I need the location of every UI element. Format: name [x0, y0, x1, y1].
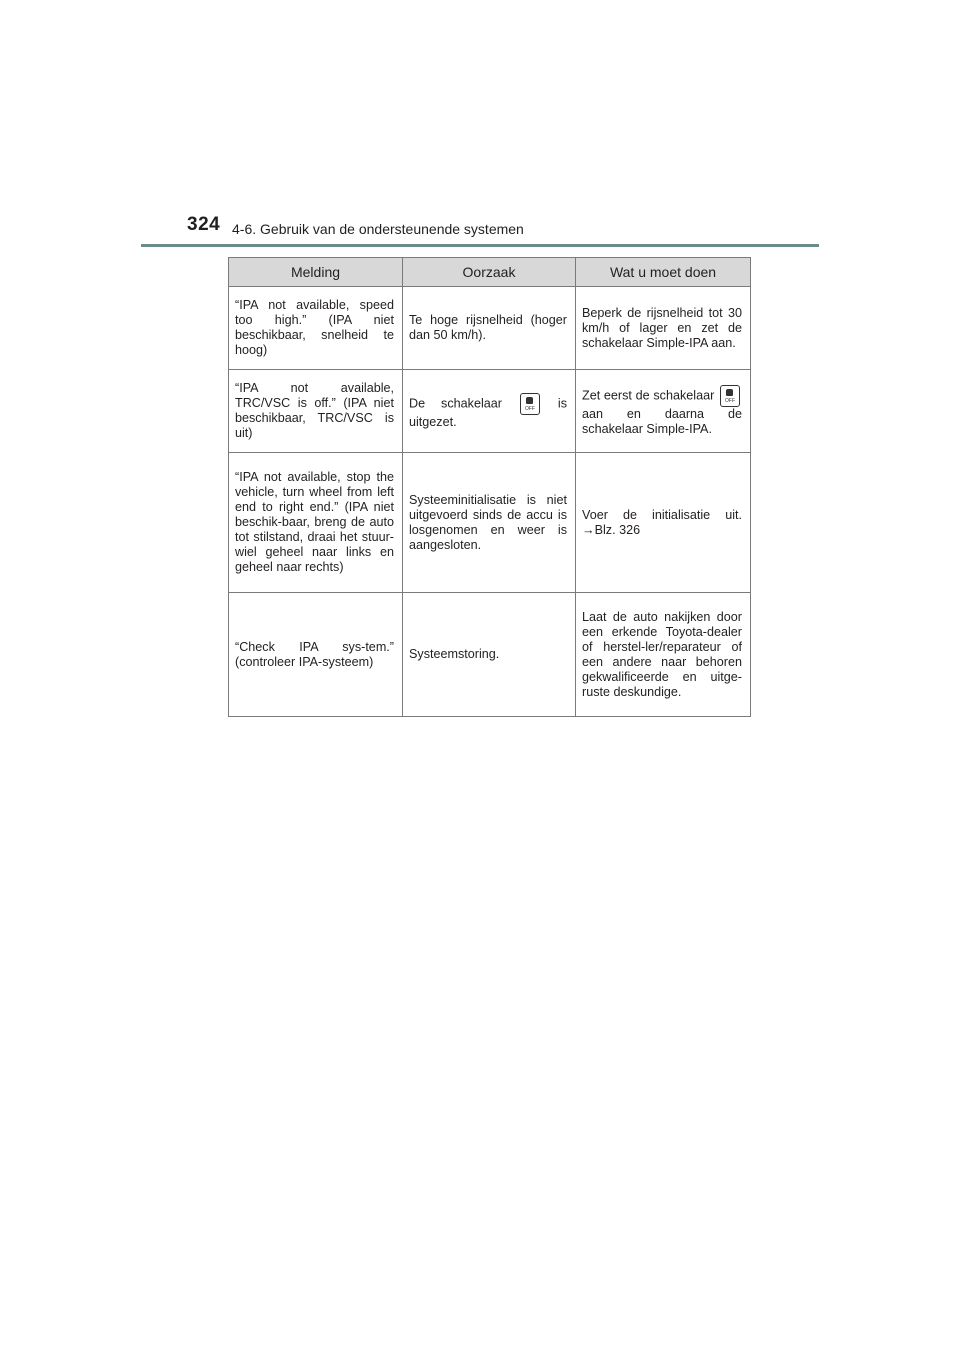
vsc-off-label: OFF	[725, 398, 736, 404]
header-rule	[141, 244, 819, 247]
cell-melding: “Check IPA sys-tem.” (controleer IPA-systeem)	[229, 593, 403, 717]
vsc-off-label: OFF	[524, 405, 535, 412]
cell-actie: Beperk de rijsnelheid tot 30 km/h of lager en zet de schakelaar Simple-IPA aan.	[576, 287, 751, 370]
cell-melding: “IPA not available, stop the vehicle, turn wheel from left end to right end.” (IPA niet beschik-baar, breng de auto tot stilstand, draai het stuur-wiel geheel naar links en geheel naar rechts)	[229, 453, 403, 593]
cell-actie-text-post: aan en daarna de schakelaar Simple-IPA.	[582, 407, 742, 436]
cell-actie: Voer de initialisatie uit. →Blz. 326	[576, 453, 751, 593]
column-header-actie: Wat u moet doen	[576, 258, 751, 287]
section-title: 4-6. Gebruik van de ondersteunende systemen	[232, 221, 524, 237]
table-row	[229, 287, 751, 370]
vsc-off-switch-icon	[720, 385, 740, 407]
page-number: 324	[187, 214, 221, 235]
cell-oorzaak: Systeemstoring.	[403, 593, 576, 717]
table-row	[229, 453, 751, 593]
column-header-melding: Melding	[229, 258, 403, 287]
cell-oorzaak: Te hoge rijsnelheid (hoger dan 50 km/h).	[403, 287, 576, 370]
cell-actie: Laat de auto nakijken door een erkende Toyota-dealer of herstel-ler/reparateur of een andere naar behoren gekwalificeerde en uitge-ruste deskundige.	[576, 593, 751, 717]
cell-actie-text-pre: Zet eerst de schakelaar	[582, 388, 715, 403]
cell-oorzaak-text-pre: De schakelaar	[409, 395, 502, 410]
cell-melding: “IPA not available, TRC/VSC is off.” (IPA niet beschikbaar, TRC/VSC is uit)	[229, 370, 403, 453]
table-row	[229, 370, 751, 453]
cell-oorzaak-text-post: is uitgezet.	[409, 395, 568, 429]
table-header-row	[229, 258, 751, 287]
cell-oorzaak: Systeeminitialisatie is niet uitgevoerd sinds de accu is losgenomen en weer is aangesloten.	[403, 453, 576, 593]
cell-oorzaak	[403, 370, 576, 453]
table-row	[229, 593, 751, 717]
column-header-oorzaak: Oorzaak	[403, 258, 576, 287]
vsc-off-switch-icon	[520, 393, 540, 415]
cell-actie	[576, 370, 751, 453]
cell-melding: “IPA not available, speed too high.” (IPA niet beschikbaar, snelheid te hoog)	[229, 287, 403, 370]
message-table	[228, 257, 751, 717]
